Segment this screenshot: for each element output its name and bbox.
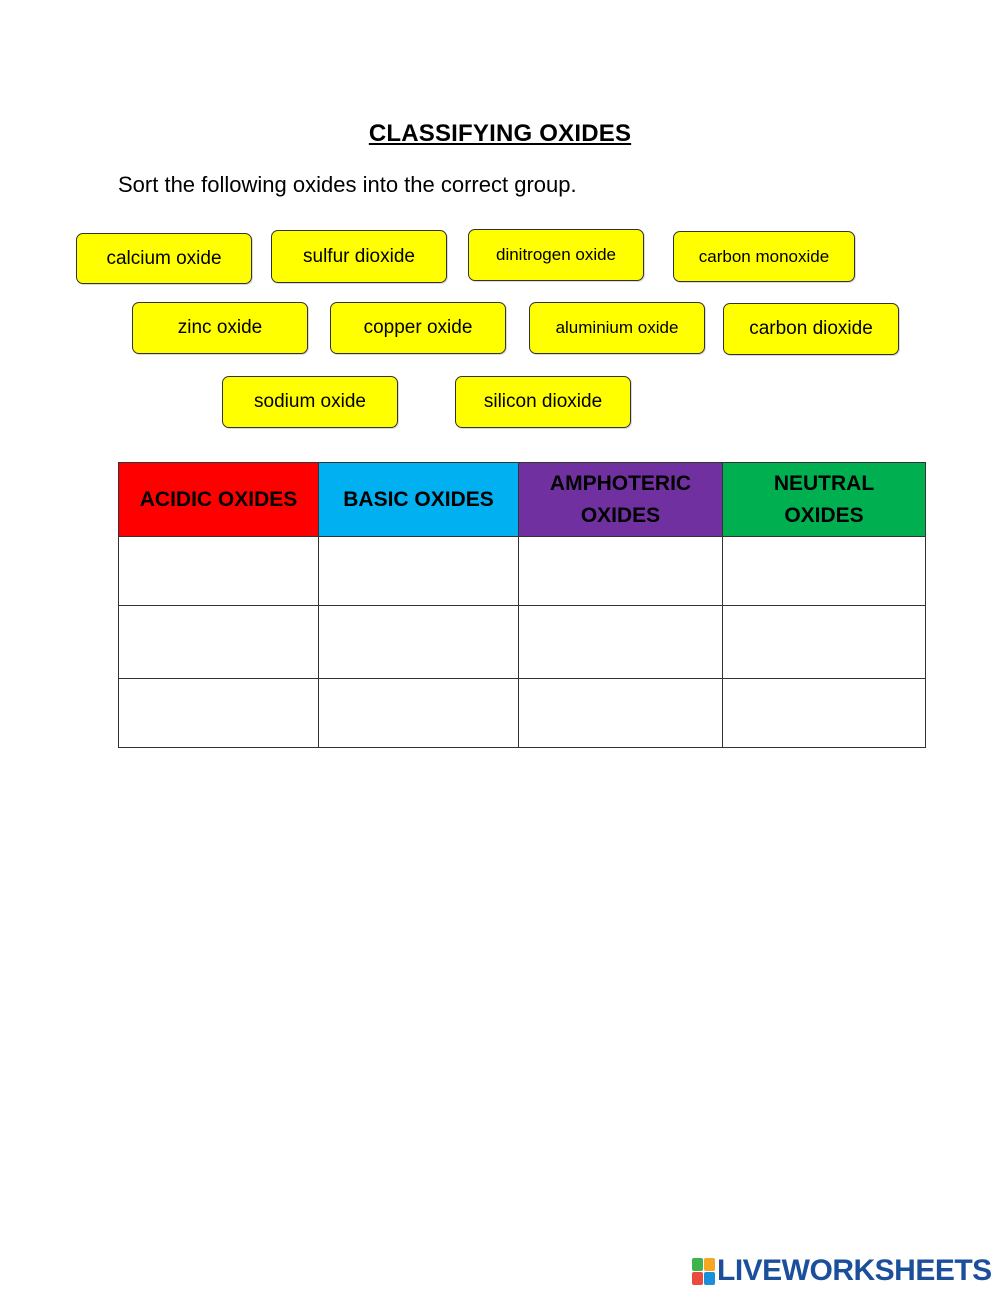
drop-zone-neutral[interactable] bbox=[723, 606, 926, 679]
header-neutral-oxides bbox=[723, 463, 926, 537]
worksheet-title: CLASSIFYING OXIDES bbox=[368, 120, 632, 147]
drop-zone-neutral[interactable] bbox=[723, 679, 926, 748]
chip-copper-oxide[interactable]: copper oxide bbox=[330, 302, 506, 354]
chip-carbon-dioxide[interactable]: carbon dioxide bbox=[723, 303, 899, 355]
chip-silicon-dioxide[interactable]: silicon dioxide bbox=[455, 376, 631, 428]
drop-zone-amphoteric[interactable] bbox=[519, 679, 723, 748]
header-amphoteric-oxides bbox=[519, 463, 723, 537]
chip-aluminium-oxide[interactable]: aluminium oxide bbox=[529, 302, 705, 354]
chip-sulfur-dioxide[interactable]: sulfur dioxide bbox=[271, 230, 447, 283]
sorting-table bbox=[118, 462, 926, 748]
header-basic-oxides: BASIC OXIDES bbox=[319, 463, 519, 537]
liveworksheets-logo-icon bbox=[692, 1258, 714, 1284]
drop-zone-neutral[interactable] bbox=[723, 537, 926, 606]
brand-logo-footer bbox=[692, 1254, 992, 1288]
chip-sodium-oxide[interactable]: sodium oxide bbox=[222, 376, 398, 428]
drop-zone-acidic[interactable] bbox=[119, 606, 319, 679]
table-row bbox=[119, 679, 926, 748]
chip-carbon-monoxide[interactable]: carbon monoxide bbox=[673, 231, 855, 282]
brand-name: LIVEWORKSHEETS bbox=[717, 1254, 992, 1287]
table-row bbox=[119, 606, 926, 679]
drop-zone-basic[interactable] bbox=[319, 606, 519, 679]
chip-dinitrogen-oxide[interactable]: dinitrogen oxide bbox=[468, 229, 644, 281]
drop-zone-basic[interactable] bbox=[319, 537, 519, 606]
drop-zone-basic[interactable] bbox=[319, 679, 519, 748]
header-neutral-label: NEUTRAL OXIDES bbox=[773, 471, 875, 527]
table-row bbox=[119, 537, 926, 606]
instruction-text: Sort the following oxides into the correct group. bbox=[118, 172, 577, 197]
drop-zone-amphoteric[interactable] bbox=[519, 606, 723, 679]
chip-calcium-oxide[interactable]: calcium oxide bbox=[76, 233, 252, 284]
drop-zone-amphoteric[interactable] bbox=[519, 537, 723, 606]
header-acidic-oxides: ACIDIC OXIDES bbox=[119, 463, 319, 537]
chip-zinc-oxide[interactable]: zinc oxide bbox=[132, 302, 308, 354]
drop-zone-acidic[interactable] bbox=[119, 537, 319, 606]
header-amphoteric-label: AMPHOTERIC OXIDES bbox=[549, 471, 692, 527]
drop-zone-acidic[interactable] bbox=[119, 679, 319, 748]
